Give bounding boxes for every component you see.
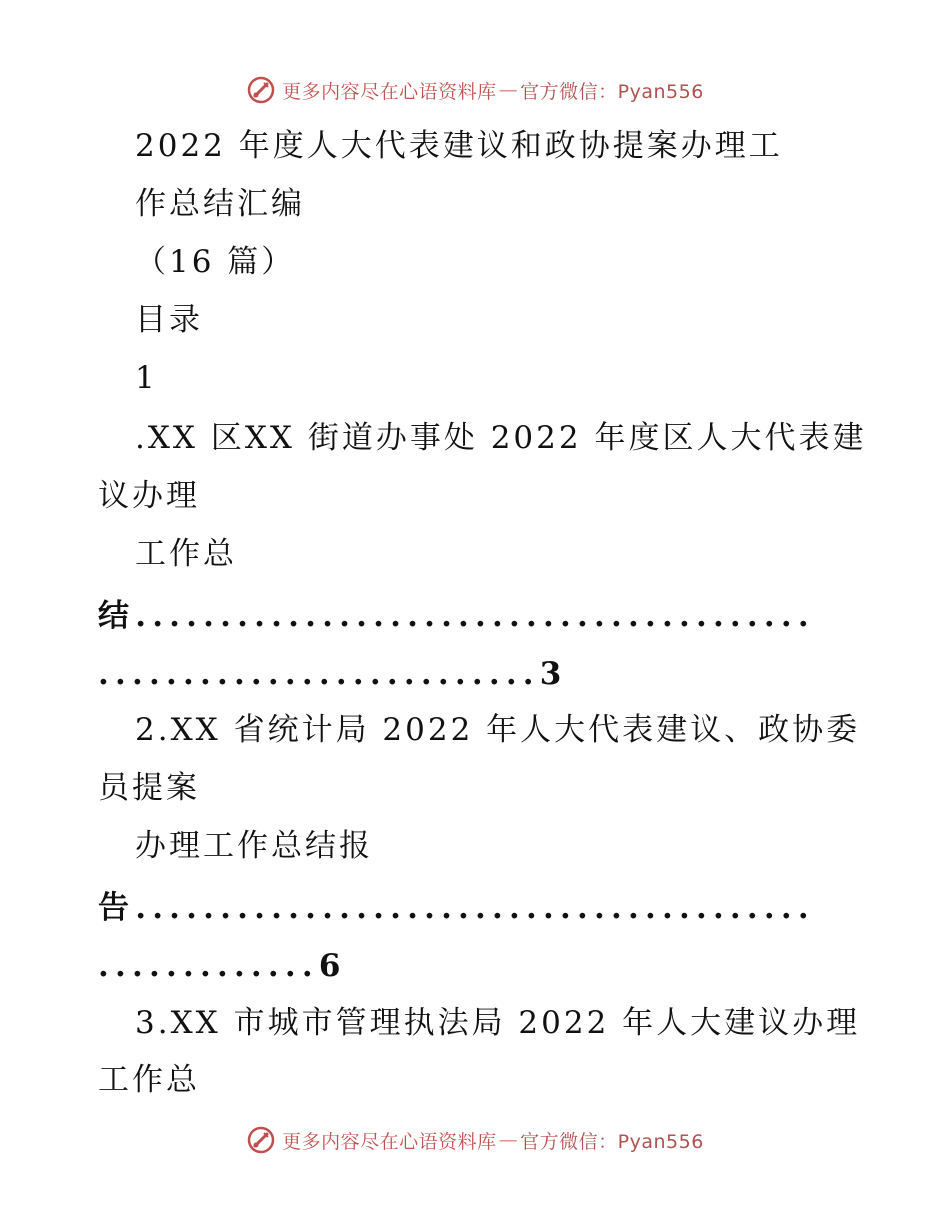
toc-entry-1-line-3: 工作总 <box>135 536 237 572</box>
toc-heading: 目录 <box>135 302 203 338</box>
watermark-wechat-text: 官方微信：Pyan556 <box>520 80 704 103</box>
watermark-dash: — <box>498 1129 519 1151</box>
toc-entry-2-line-1: 2.XX 省统计局 2022 年人大代表建议、政协委 <box>135 712 861 748</box>
toc-entry-3-line-2: 工作总 <box>98 1062 200 1098</box>
toc-entry-2-leader-2: .............6 <box>98 948 347 984</box>
toc-entry-1-leader-1: 结........................................ <box>98 598 815 634</box>
document-count: （16 篇） <box>135 244 296 280</box>
watermark-dash: — <box>498 79 519 101</box>
toc-entry-3-line-1: 3.XX 市城市管理执法局 2022 年人大建议办理 <box>135 1005 861 1041</box>
toc-entry-2-line-3: 办理工作总结报 <box>135 828 373 864</box>
document-title-line-2: 作总结汇编 <box>135 186 305 222</box>
footer-watermark <box>0 1120 950 1160</box>
watermark-wechat-text: 官方微信：Pyan556 <box>520 1130 704 1153</box>
watermark-main-text: 更多内容尽在心语资料库 <box>282 1130 497 1153</box>
brush-logo-icon <box>246 1125 276 1155</box>
watermark-main-text: 更多内容尽在心语资料库 <box>282 80 497 103</box>
toc-entry-1-leader-2: ..........................3 <box>98 656 568 692</box>
document-title-line-1: 2022 年度人大代表建议和政协提案办理工 <box>135 128 783 164</box>
toc-entry-2-line-2: 员提案 <box>98 770 200 806</box>
toc-entry-1-number: 1 <box>135 360 158 396</box>
toc-entry-1-line-2: 议办理 <box>98 478 200 514</box>
toc-entry-1-line-1: .XX 区XX 街道办事处 2022 年度区人大代表建 <box>135 420 867 456</box>
toc-entry-2-leader-1: 告........................................ <box>98 890 815 926</box>
